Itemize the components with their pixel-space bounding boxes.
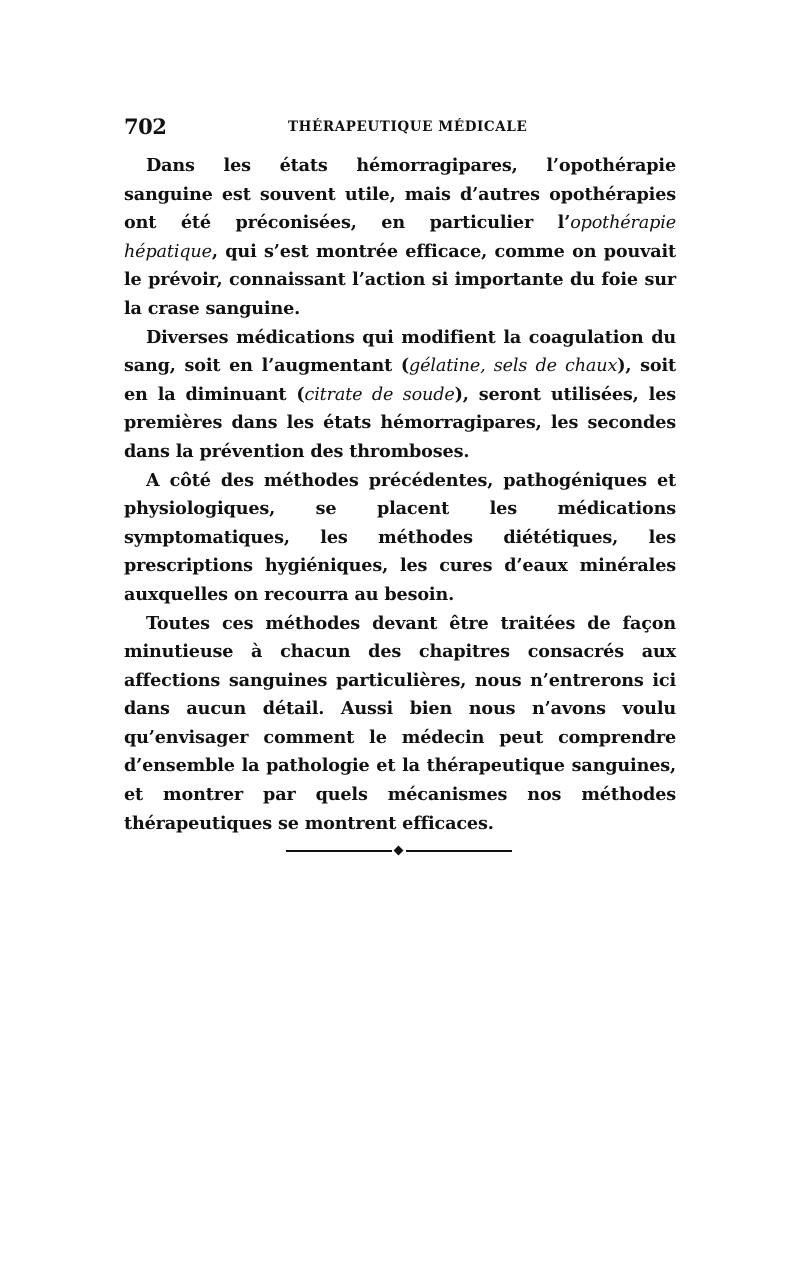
paragraph-text: ), soit en la diminuant ( — [124, 355, 676, 405]
running-head — [124, 114, 676, 138]
running-title: THÉRAPEUTIQUE MÉDICALE — [288, 119, 528, 135]
paragraph-text: ), seront utilisées, les premières dans les états hémorragipares, les secondes dans la prévention des thromboses. — [124, 383, 676, 462]
page-number: 702 — [124, 114, 167, 139]
paragraph-text: , qui s’est montrée efficace, comme on pouvait le prévoir, connaissant l’action si importante du foie sur la crase sanguine. — [124, 240, 676, 319]
paragraph-text: Diverses médications qui modifient la coagulation du sang, soit en l’augmentant ( — [124, 326, 676, 377]
paragraph-coagulation — [124, 324, 676, 467]
body-text — [124, 152, 676, 838]
diamond-icon — [394, 846, 404, 856]
paragraph-conclusion — [124, 610, 676, 839]
italic-term: gélatine, sels de chaux — [409, 356, 618, 377]
paragraph-text: A côté des méthodes précédentes, pathogéniques et physiologiques, se placent les médications symptomatiques, les méthodes diététiques, les prescriptions hygiéniques, les cures d’eaux minérales auxquelles on recourra au besoin. — [124, 469, 676, 605]
diamond-rule-icon — [286, 848, 512, 854]
italic-term: opothérapie hépatique — [124, 213, 676, 262]
paragraph-text: Toutes ces méthodes devant être traitées de façon minutieuse à chacun des chapitres consacrés aux affections sanguines particulières, nous n’entrerons ici dans aucun détail. Aussi bien nous n’avons voulu qu’envisager comment le médecin peut comprendre d’ensemble la pathologie et la thérapeutique sanguines, et montrer par quels mécanismes nos méthodes thérapeutiques se montrent efficaces. — [124, 612, 676, 834]
paragraph-text: Dans les états hémorragipares, l’opothérapie sanguine est souvent utile, mais d’autres opothérapies ont été préconisées, en particulier l’ — [124, 155, 676, 234]
paragraph-symptomatic — [124, 467, 676, 610]
rule-line-right — [406, 850, 512, 852]
paragraph-opotherapie — [124, 152, 676, 324]
italic-term: citrate de soude — [304, 384, 455, 405]
rule-line-left — [286, 850, 392, 852]
